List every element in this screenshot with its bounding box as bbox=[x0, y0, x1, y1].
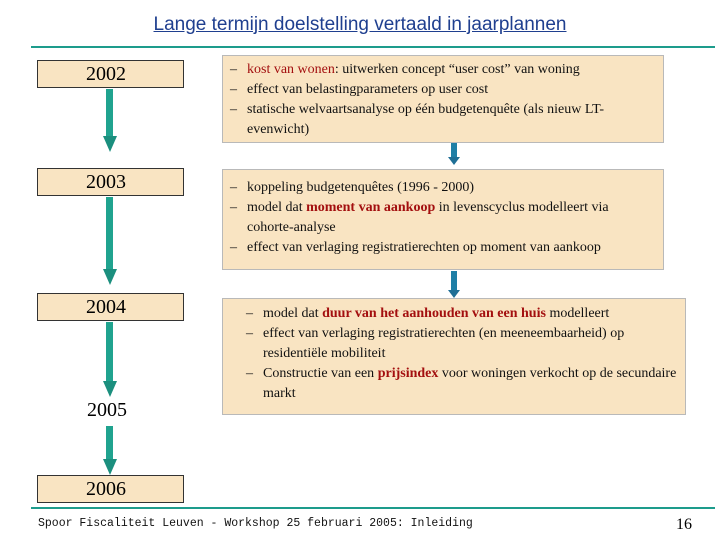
year-box-2004: 2004 bbox=[37, 293, 184, 321]
down-arrow-icon bbox=[103, 197, 117, 285]
top-divider bbox=[31, 46, 715, 48]
list-item: – kost van wonen: uitwerken concept “user cost” van woning bbox=[225, 60, 657, 80]
year-box-2003: 2003 bbox=[37, 168, 184, 196]
connector-arrow-icon bbox=[449, 143, 459, 165]
plan-block-2004-2005 bbox=[222, 298, 686, 415]
down-arrow-icon bbox=[103, 426, 117, 475]
list-item: – Constructie van een prijsindex voor woningen verkocht op de secundaire markt bbox=[241, 364, 677, 404]
down-arrow-icon bbox=[103, 89, 117, 152]
footer-text: Spoor Fiscaliteit Leuven - Workshop 25 februari 2005: Inleiding bbox=[38, 517, 473, 530]
connector-arrow-icon bbox=[449, 271, 459, 298]
list-item: – effect van belastingparameters op user cost bbox=[225, 80, 657, 100]
page-number: 16 bbox=[676, 516, 692, 533]
list-item: – koppeling budgetenquêtes (1996 - 2000) bbox=[225, 178, 657, 198]
bottom-divider bbox=[31, 507, 715, 509]
list-item: – model dat moment van aankoop in levenscyclus modelleert via cohorte-analyse bbox=[225, 198, 657, 238]
list-item: – effect van verlaging registratierechten op moment van aankoop bbox=[225, 238, 657, 258]
plan-block-2002 bbox=[222, 55, 664, 143]
year-label-2005: 2005 bbox=[87, 399, 127, 421]
plan-block-2003 bbox=[222, 169, 664, 270]
list-item: – effect van verlaging registratierechten (en meeneembaarheid) op residentiële mobiliteit bbox=[241, 324, 677, 364]
slide-title: Lange termijn doelstelling vertaald in jaarplannen bbox=[153, 14, 567, 35]
list-item: – statische welvaartsanalyse op één budgetenquête (als nieuw LT-evenwicht) bbox=[225, 100, 657, 140]
year-box-2006: 2006 bbox=[37, 475, 184, 503]
year-box-2002: 2002 bbox=[37, 60, 184, 88]
down-arrow-icon bbox=[103, 322, 117, 397]
list-item: – model dat duur van het aanhouden van een huis modelleert bbox=[241, 304, 677, 324]
